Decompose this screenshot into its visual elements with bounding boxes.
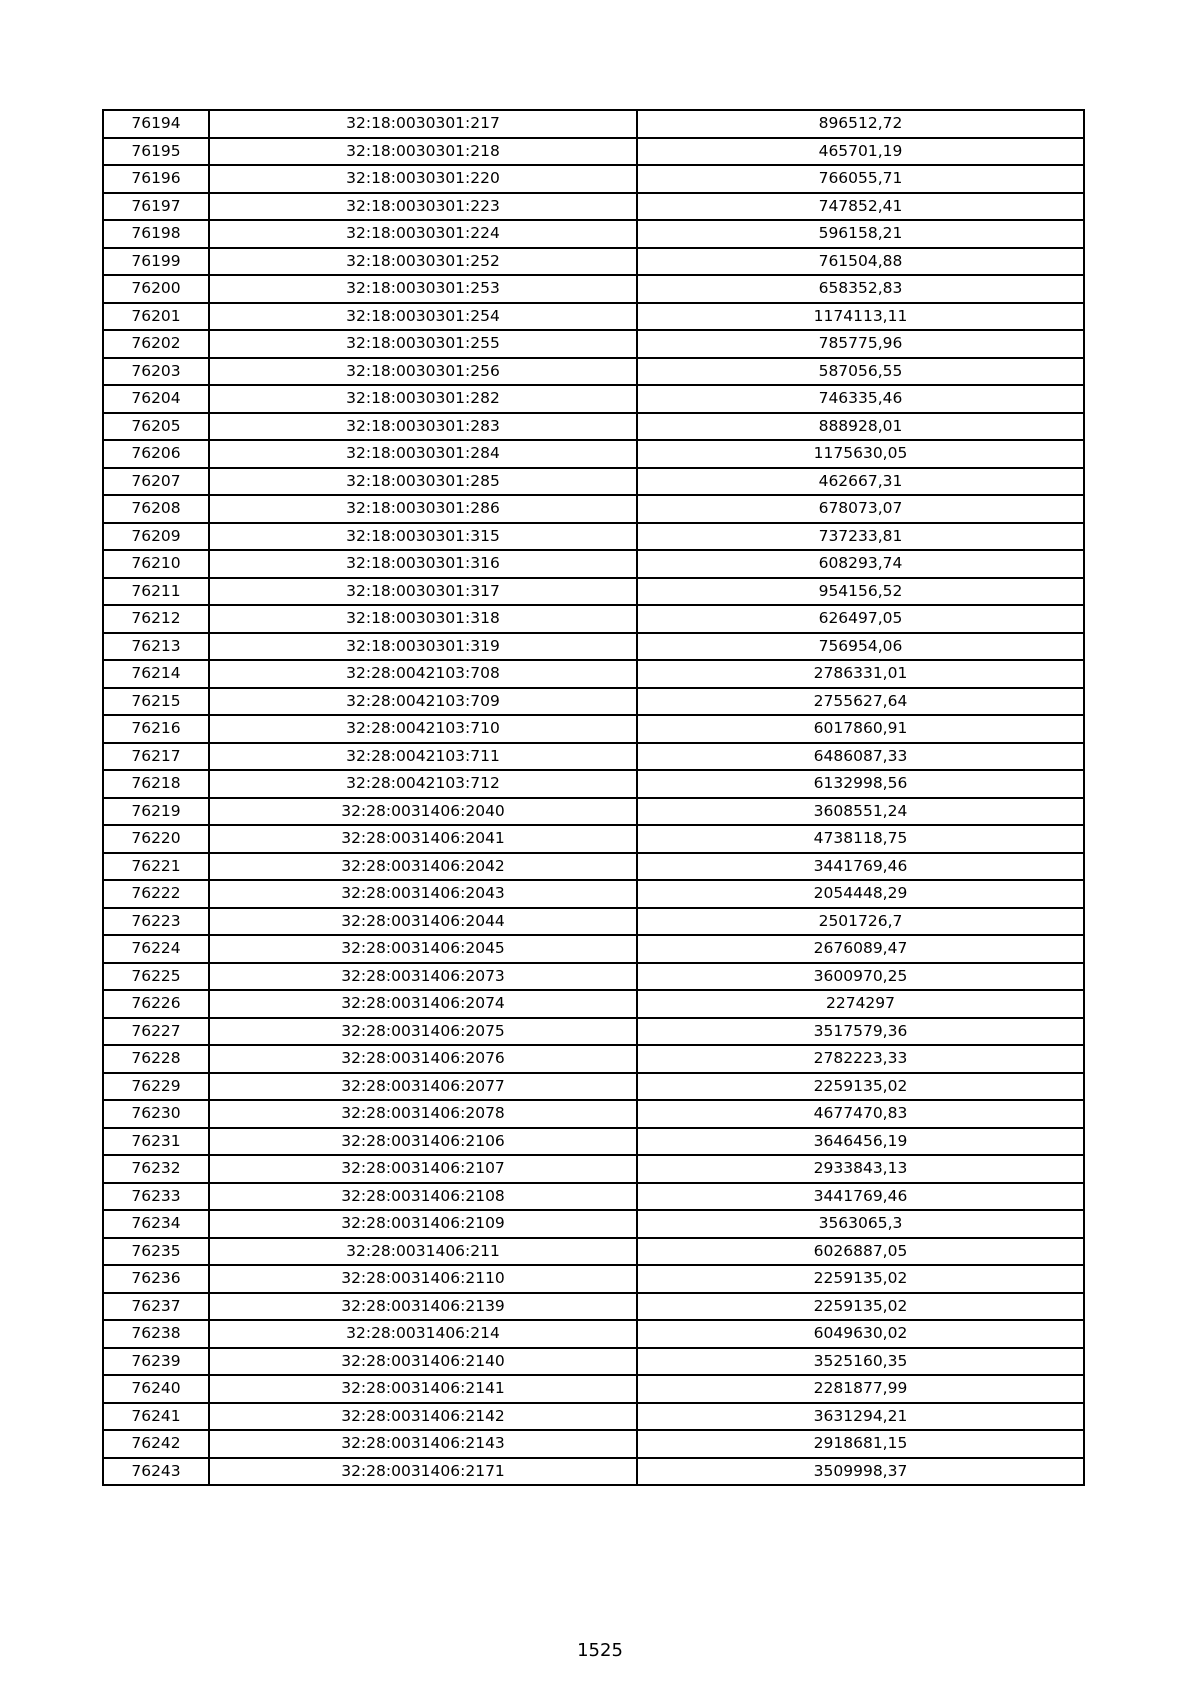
cadastral-value-cell: 2281877,99 bbox=[637, 1375, 1084, 1403]
row-number-cell: 76213 bbox=[103, 633, 209, 661]
cadastral-value-cell: 626497,05 bbox=[637, 605, 1084, 633]
cadastral-value-cell: 766055,71 bbox=[637, 165, 1084, 193]
table-row bbox=[103, 303, 1084, 331]
row-number-cell: 76235 bbox=[103, 1238, 209, 1266]
cadastral-value-cell: 2755627,64 bbox=[637, 688, 1084, 716]
row-number-cell: 76202 bbox=[103, 330, 209, 358]
cadastral-number-cell: 32:18:0030301:224 bbox=[209, 220, 637, 248]
row-number-cell: 76214 bbox=[103, 660, 209, 688]
cadastral-number-cell: 32:28:0031406:2108 bbox=[209, 1183, 637, 1211]
cadastral-number-cell: 32:28:0031406:2076 bbox=[209, 1045, 637, 1073]
cadastral-value-cell: 737233,81 bbox=[637, 523, 1084, 551]
cadastral-number-cell: 32:28:0031406:211 bbox=[209, 1238, 637, 1266]
cadastral-number-cell: 32:28:0031406:2078 bbox=[209, 1100, 637, 1128]
table-row bbox=[103, 1073, 1084, 1101]
cadastral-number-cell: 32:28:0031406:2040 bbox=[209, 798, 637, 826]
cadastral-value-cell: 462667,31 bbox=[637, 468, 1084, 496]
table-row bbox=[103, 908, 1084, 936]
table-row bbox=[103, 248, 1084, 276]
cadastral-value-cell: 596158,21 bbox=[637, 220, 1084, 248]
cadastral-value-cell: 1175630,05 bbox=[637, 440, 1084, 468]
table-row bbox=[103, 165, 1084, 193]
table-row bbox=[103, 963, 1084, 991]
cadastral-number-cell: 32:28:0031406:2171 bbox=[209, 1458, 637, 1486]
cadastral-number-cell: 32:18:0030301:256 bbox=[209, 358, 637, 386]
row-number-cell: 76198 bbox=[103, 220, 209, 248]
table-row bbox=[103, 550, 1084, 578]
cadastral-number-cell: 32:28:0042103:712 bbox=[209, 770, 637, 798]
table-row bbox=[103, 110, 1084, 138]
table-row bbox=[103, 743, 1084, 771]
cadastral-value-cell: 4738118,75 bbox=[637, 825, 1084, 853]
table-row bbox=[103, 1238, 1084, 1266]
cadastral-value-cell: 3517579,36 bbox=[637, 1018, 1084, 1046]
row-number-cell: 76227 bbox=[103, 1018, 209, 1046]
cadastral-value-cell: 3631294,21 bbox=[637, 1403, 1084, 1431]
row-number-cell: 76219 bbox=[103, 798, 209, 826]
row-number-cell: 76233 bbox=[103, 1183, 209, 1211]
cadastral-value-cell: 2259135,02 bbox=[637, 1073, 1084, 1101]
row-number-cell: 76226 bbox=[103, 990, 209, 1018]
row-number-cell: 76218 bbox=[103, 770, 209, 798]
table-row bbox=[103, 633, 1084, 661]
cadastral-number-cell: 32:28:0031406:2141 bbox=[209, 1375, 637, 1403]
row-number-cell: 76197 bbox=[103, 193, 209, 221]
table-row bbox=[103, 413, 1084, 441]
row-number-cell: 76199 bbox=[103, 248, 209, 276]
table-row bbox=[103, 1430, 1084, 1458]
cadastral-value-cell: 608293,74 bbox=[637, 550, 1084, 578]
row-number-cell: 76210 bbox=[103, 550, 209, 578]
table-row bbox=[103, 1100, 1084, 1128]
cadastral-value-cell: 6486087,33 bbox=[637, 743, 1084, 771]
table-row bbox=[103, 1128, 1084, 1156]
cadastral-number-cell: 32:18:0030301:218 bbox=[209, 138, 637, 166]
cadastral-value-cell: 756954,06 bbox=[637, 633, 1084, 661]
row-number-cell: 76238 bbox=[103, 1320, 209, 1348]
cadastral-number-cell: 32:18:0030301:284 bbox=[209, 440, 637, 468]
row-number-cell: 76215 bbox=[103, 688, 209, 716]
cadastral-value-cell: 3563065,3 bbox=[637, 1210, 1084, 1238]
row-number-cell: 76201 bbox=[103, 303, 209, 331]
cadastral-value-cell: 746335,46 bbox=[637, 385, 1084, 413]
cadastral-number-cell: 32:28:0031406:2109 bbox=[209, 1210, 637, 1238]
row-number-cell: 76241 bbox=[103, 1403, 209, 1431]
table-row bbox=[103, 578, 1084, 606]
row-number-cell: 76242 bbox=[103, 1430, 209, 1458]
cadastral-number-cell: 32:28:0031406:2041 bbox=[209, 825, 637, 853]
table-body bbox=[103, 110, 1084, 1485]
cadastral-value-cell: 678073,07 bbox=[637, 495, 1084, 523]
cadastral-value-cell: 4677470,83 bbox=[637, 1100, 1084, 1128]
table-row bbox=[103, 1210, 1084, 1238]
cadastral-number-cell: 32:18:0030301:283 bbox=[209, 413, 637, 441]
table-row bbox=[103, 523, 1084, 551]
row-number-cell: 76230 bbox=[103, 1100, 209, 1128]
cadastral-value-cell: 761504,88 bbox=[637, 248, 1084, 276]
row-number-cell: 76237 bbox=[103, 1293, 209, 1321]
table-row bbox=[103, 138, 1084, 166]
table-row bbox=[103, 935, 1084, 963]
table-row bbox=[103, 990, 1084, 1018]
cadastral-value-cell: 6026887,05 bbox=[637, 1238, 1084, 1266]
row-number-cell: 76212 bbox=[103, 605, 209, 633]
row-number-cell: 76240 bbox=[103, 1375, 209, 1403]
cadastral-value-cell: 896512,72 bbox=[637, 110, 1084, 138]
page-number: 1525 bbox=[577, 1640, 623, 1661]
table-row bbox=[103, 1018, 1084, 1046]
cadastral-value-cell: 3441769,46 bbox=[637, 1183, 1084, 1211]
table-row bbox=[103, 715, 1084, 743]
cadastral-number-cell: 32:28:0031406:2073 bbox=[209, 963, 637, 991]
cadastral-number-cell: 32:28:0042103:709 bbox=[209, 688, 637, 716]
cadastral-value-cell: 2933843,13 bbox=[637, 1155, 1084, 1183]
table-row bbox=[103, 770, 1084, 798]
cadastral-number-cell: 32:28:0031406:2139 bbox=[209, 1293, 637, 1321]
row-number-cell: 76239 bbox=[103, 1348, 209, 1376]
table-row bbox=[103, 1403, 1084, 1431]
row-number-cell: 76234 bbox=[103, 1210, 209, 1238]
cadastral-value-cell: 2501726,7 bbox=[637, 908, 1084, 936]
row-number-cell: 76223 bbox=[103, 908, 209, 936]
cadastral-number-cell: 32:28:0031406:214 bbox=[209, 1320, 637, 1348]
cadastral-value-cell: 658352,83 bbox=[637, 275, 1084, 303]
cadastral-number-cell: 32:28:0031406:2110 bbox=[209, 1265, 637, 1293]
row-number-cell: 76217 bbox=[103, 743, 209, 771]
cadastral-number-cell: 32:28:0031406:2140 bbox=[209, 1348, 637, 1376]
cadastral-number-cell: 32:28:0031406:2107 bbox=[209, 1155, 637, 1183]
table-row bbox=[103, 330, 1084, 358]
cadastral-number-cell: 32:28:0031406:2042 bbox=[209, 853, 637, 881]
row-number-cell: 76208 bbox=[103, 495, 209, 523]
table-row bbox=[103, 468, 1084, 496]
cadastral-number-cell: 32:18:0030301:252 bbox=[209, 248, 637, 276]
cadastral-number-cell: 32:18:0030301:318 bbox=[209, 605, 637, 633]
table-row bbox=[103, 1155, 1084, 1183]
cadastral-value-cell: 3600970,25 bbox=[637, 963, 1084, 991]
cadastral-number-cell: 32:28:0042103:711 bbox=[209, 743, 637, 771]
table-row bbox=[103, 1265, 1084, 1293]
cadastral-number-cell: 32:28:0031406:2044 bbox=[209, 908, 637, 936]
row-number-cell: 76243 bbox=[103, 1458, 209, 1486]
cadastral-number-cell: 32:28:0031406:2106 bbox=[209, 1128, 637, 1156]
cadastral-number-cell: 32:28:0031406:2043 bbox=[209, 880, 637, 908]
table-row bbox=[103, 1348, 1084, 1376]
cadastral-value-cell: 1174113,11 bbox=[637, 303, 1084, 331]
row-number-cell: 76205 bbox=[103, 413, 209, 441]
table-row bbox=[103, 825, 1084, 853]
row-number-cell: 76195 bbox=[103, 138, 209, 166]
cadastral-value-cell: 2259135,02 bbox=[637, 1265, 1084, 1293]
cadastral-value-cell: 888928,01 bbox=[637, 413, 1084, 441]
table-row bbox=[103, 358, 1084, 386]
cadastral-number-cell: 32:28:0031406:2075 bbox=[209, 1018, 637, 1046]
row-number-cell: 76224 bbox=[103, 935, 209, 963]
table-row bbox=[103, 1183, 1084, 1211]
row-number-cell: 76207 bbox=[103, 468, 209, 496]
table-row bbox=[103, 1045, 1084, 1073]
cadastral-value-cell: 3509998,37 bbox=[637, 1458, 1084, 1486]
table-row bbox=[103, 193, 1084, 221]
cadastral-value-cell: 6132998,56 bbox=[637, 770, 1084, 798]
cadastral-value-cell: 3525160,35 bbox=[637, 1348, 1084, 1376]
cadastral-number-cell: 32:28:0031406:2045 bbox=[209, 935, 637, 963]
row-number-cell: 76232 bbox=[103, 1155, 209, 1183]
row-number-cell: 76200 bbox=[103, 275, 209, 303]
cadastral-number-cell: 32:28:0031406:2143 bbox=[209, 1430, 637, 1458]
table-row bbox=[103, 688, 1084, 716]
cadastral-value-cell: 587056,55 bbox=[637, 358, 1084, 386]
cadastral-number-cell: 32:28:0031406:2074 bbox=[209, 990, 637, 1018]
table-row bbox=[103, 220, 1084, 248]
cadastral-number-cell: 32:28:0042103:708 bbox=[209, 660, 637, 688]
cadastral-value-cell: 2676089,47 bbox=[637, 935, 1084, 963]
cadastral-value-cell: 747852,41 bbox=[637, 193, 1084, 221]
table-row bbox=[103, 853, 1084, 881]
cadastral-value-table bbox=[102, 109, 1085, 1486]
table-row bbox=[103, 605, 1084, 633]
table-row bbox=[103, 880, 1084, 908]
cadastral-value-cell: 3608551,24 bbox=[637, 798, 1084, 826]
row-number-cell: 76222 bbox=[103, 880, 209, 908]
table-row bbox=[103, 495, 1084, 523]
cadastral-value-cell: 6049630,02 bbox=[637, 1320, 1084, 1348]
row-number-cell: 76196 bbox=[103, 165, 209, 193]
cadastral-value-cell: 2786331,01 bbox=[637, 660, 1084, 688]
row-number-cell: 76206 bbox=[103, 440, 209, 468]
cadastral-value-cell: 3441769,46 bbox=[637, 853, 1084, 881]
cadastral-value-cell: 2259135,02 bbox=[637, 1293, 1084, 1321]
cadastral-number-cell: 32:18:0030301:255 bbox=[209, 330, 637, 358]
cadastral-number-cell: 32:18:0030301:315 bbox=[209, 523, 637, 551]
table-row bbox=[103, 440, 1084, 468]
table-row bbox=[103, 1293, 1084, 1321]
cadastral-number-cell: 32:18:0030301:317 bbox=[209, 578, 637, 606]
cadastral-number-cell: 32:18:0030301:254 bbox=[209, 303, 637, 331]
table-row bbox=[103, 660, 1084, 688]
cadastral-value-cell: 6017860,91 bbox=[637, 715, 1084, 743]
cadastral-value-cell: 465701,19 bbox=[637, 138, 1084, 166]
row-number-cell: 76204 bbox=[103, 385, 209, 413]
row-number-cell: 76229 bbox=[103, 1073, 209, 1101]
cadastral-value-cell: 785775,96 bbox=[637, 330, 1084, 358]
row-number-cell: 76216 bbox=[103, 715, 209, 743]
row-number-cell: 76220 bbox=[103, 825, 209, 853]
cadastral-number-cell: 32:18:0030301:286 bbox=[209, 495, 637, 523]
row-number-cell: 76228 bbox=[103, 1045, 209, 1073]
cadastral-number-cell: 32:18:0030301:282 bbox=[209, 385, 637, 413]
cadastral-number-cell: 32:18:0030301:220 bbox=[209, 165, 637, 193]
cadastral-number-cell: 32:18:0030301:217 bbox=[209, 110, 637, 138]
table-row bbox=[103, 798, 1084, 826]
cadastral-number-cell: 32:18:0030301:316 bbox=[209, 550, 637, 578]
row-number-cell: 76211 bbox=[103, 578, 209, 606]
row-number-cell: 76221 bbox=[103, 853, 209, 881]
cadastral-number-cell: 32:28:0031406:2142 bbox=[209, 1403, 637, 1431]
cadastral-number-cell: 32:28:0031406:2077 bbox=[209, 1073, 637, 1101]
cadastral-number-cell: 32:18:0030301:319 bbox=[209, 633, 637, 661]
row-number-cell: 76236 bbox=[103, 1265, 209, 1293]
table-row bbox=[103, 1458, 1084, 1486]
table-row bbox=[103, 1375, 1084, 1403]
cadastral-value-cell: 2274297 bbox=[637, 990, 1084, 1018]
cadastral-value-cell: 3646456,19 bbox=[637, 1128, 1084, 1156]
row-number-cell: 76203 bbox=[103, 358, 209, 386]
cadastral-number-cell: 32:18:0030301:253 bbox=[209, 275, 637, 303]
row-number-cell: 76231 bbox=[103, 1128, 209, 1156]
table-row bbox=[103, 385, 1084, 413]
cadastral-value-cell: 2918681,15 bbox=[637, 1430, 1084, 1458]
row-number-cell: 76194 bbox=[103, 110, 209, 138]
table-row bbox=[103, 1320, 1084, 1348]
table-row bbox=[103, 275, 1084, 303]
cadastral-number-cell: 32:28:0042103:710 bbox=[209, 715, 637, 743]
cadastral-number-cell: 32:18:0030301:285 bbox=[209, 468, 637, 496]
row-number-cell: 76209 bbox=[103, 523, 209, 551]
cadastral-value-cell: 2054448,29 bbox=[637, 880, 1084, 908]
cadastral-number-cell: 32:18:0030301:223 bbox=[209, 193, 637, 221]
row-number-cell: 76225 bbox=[103, 963, 209, 991]
cadastral-value-cell: 2782223,33 bbox=[637, 1045, 1084, 1073]
cadastral-value-cell: 954156,52 bbox=[637, 578, 1084, 606]
